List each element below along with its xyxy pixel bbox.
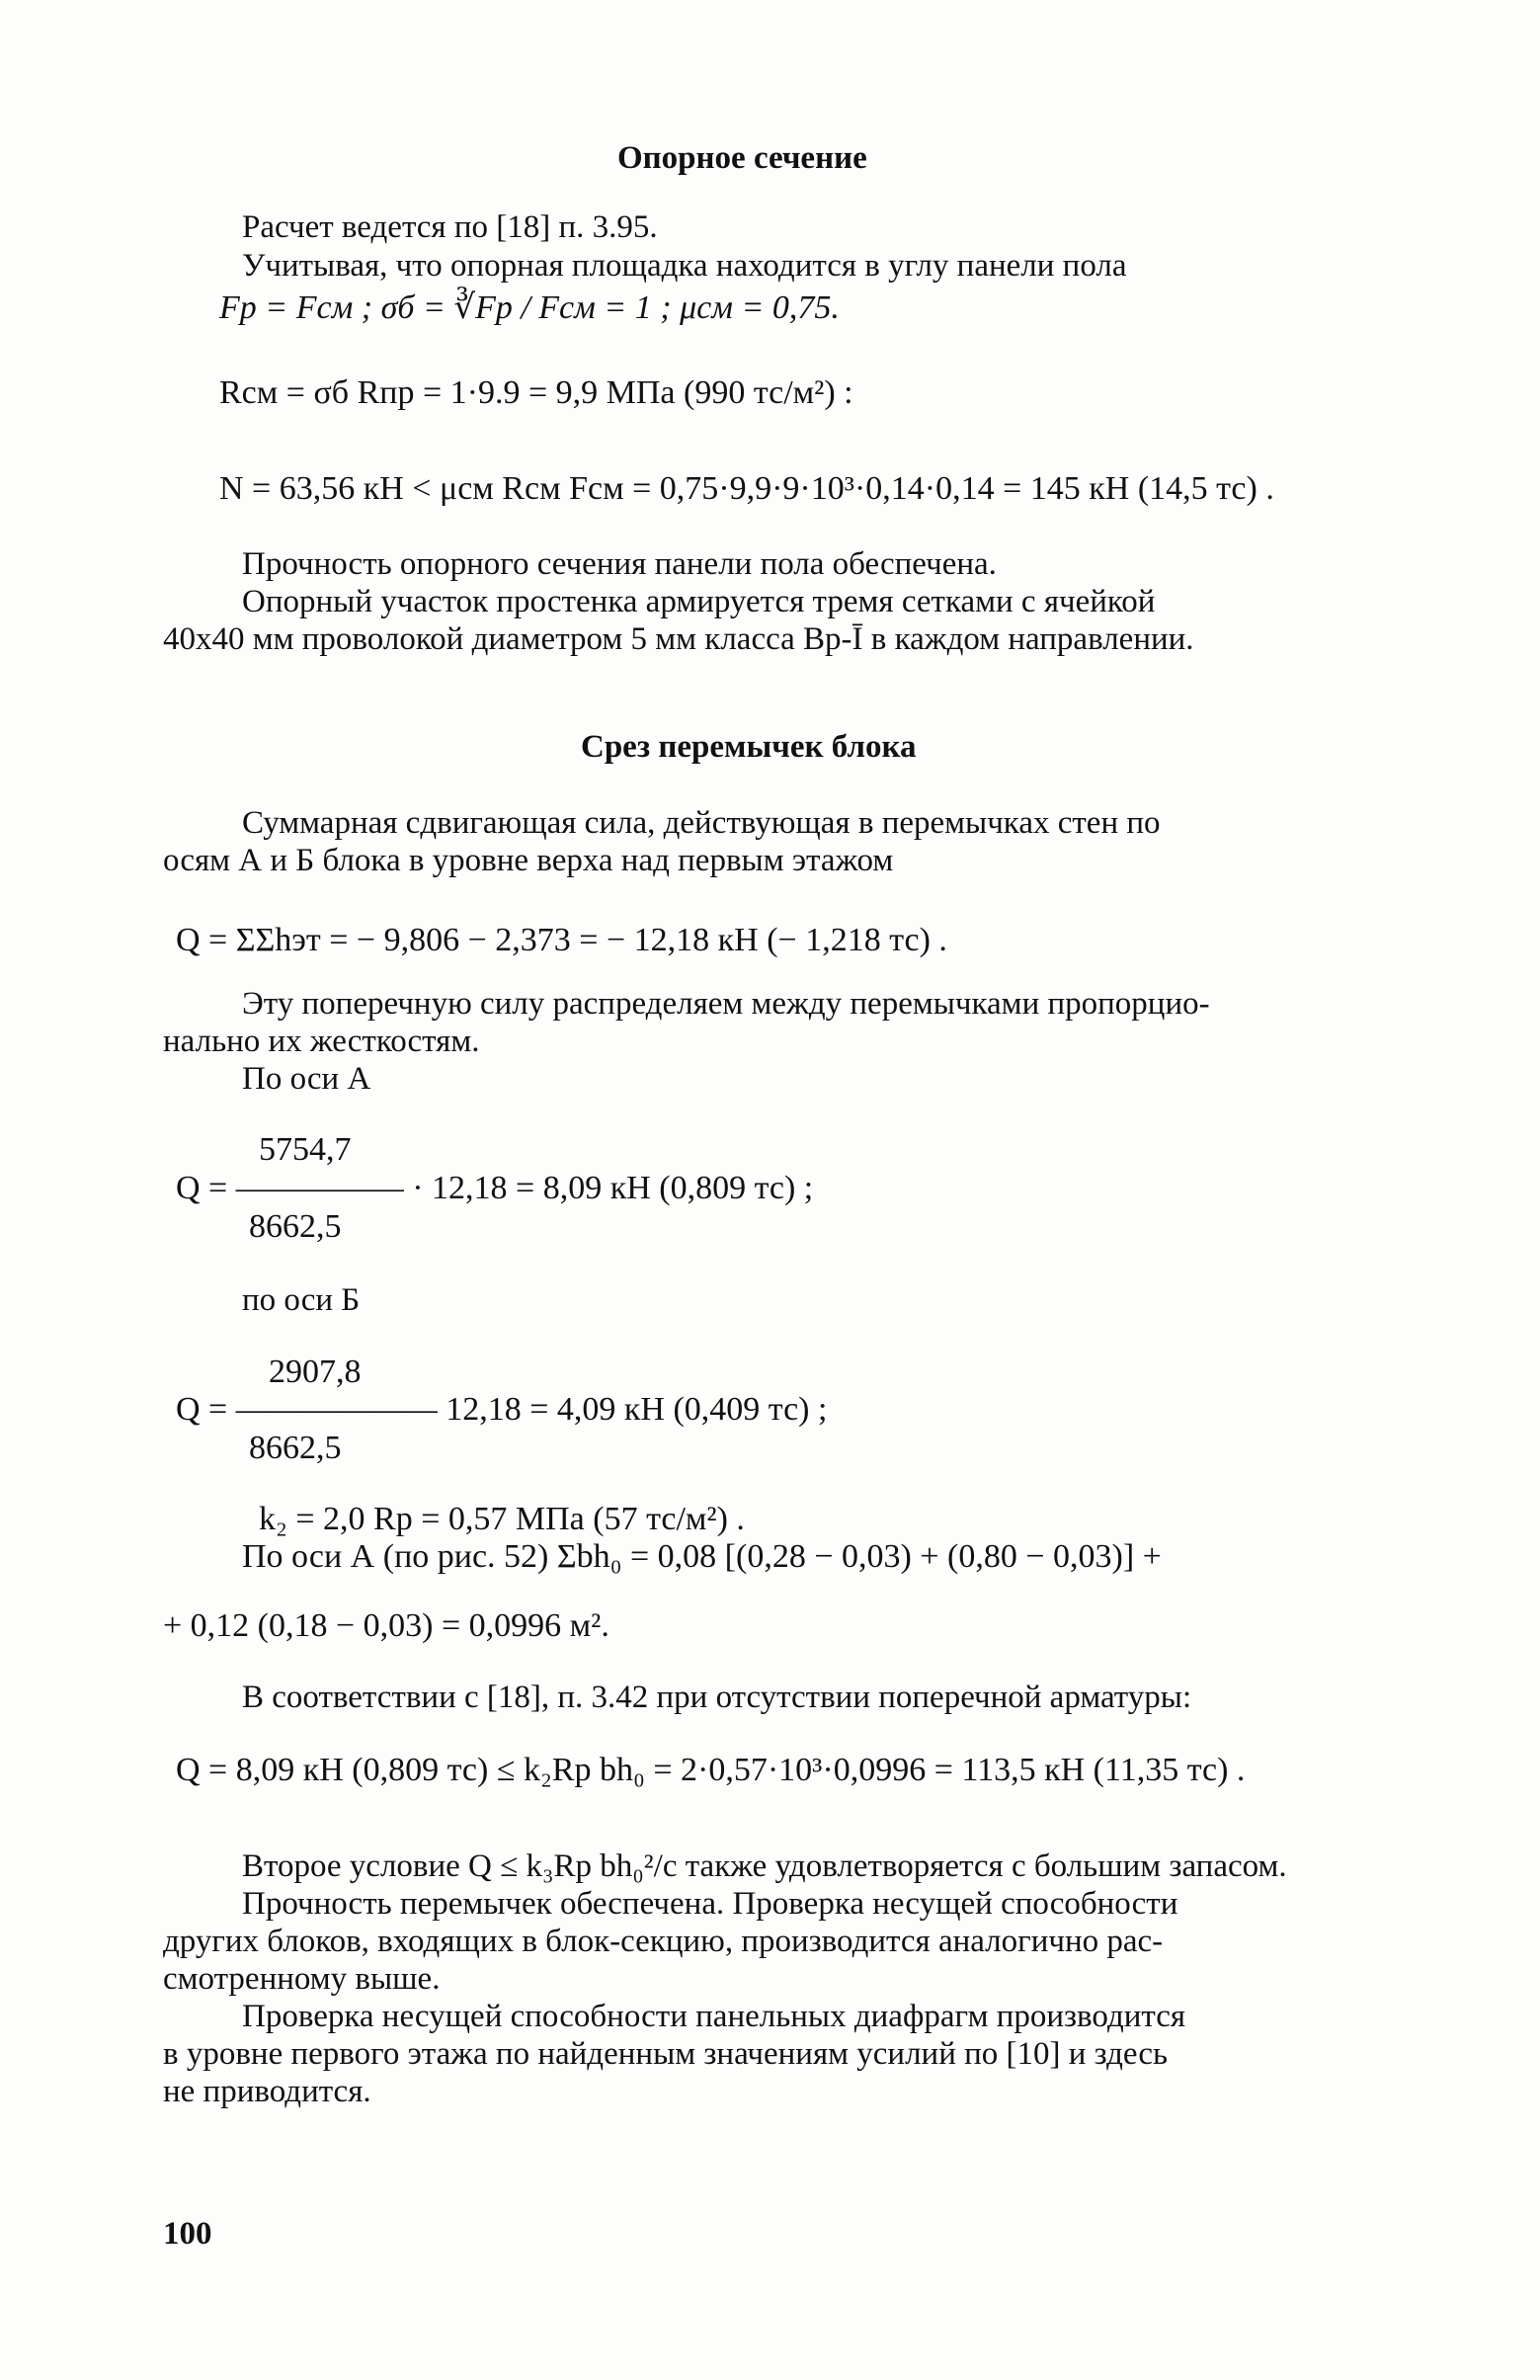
- text-line: [242, 248, 1363, 286]
- fraction-b-denominator: 8662,5: [249, 1430, 342, 1466]
- paragraph-line: В соответствии с [18], п. 3.42 при отсутствии поперечной арматуры:: [242, 1680, 1192, 1715]
- axis-label-b: по оси Б: [242, 1282, 361, 1318]
- paragraph-line: Проверка несущей способности панельных диафрагм производится: [242, 1999, 1186, 2034]
- section-title-support: Опорное сечение: [617, 140, 867, 176]
- fraction-a-numerator: 5754,7: [259, 1131, 352, 1168]
- formula-fp: Fp = Fсм ; σб = ∛Fp / Fсм = 1 ; μсм = 0,75.: [219, 289, 840, 326]
- text-line-content: Учитывая, что опорная площадка находится в углу панели пола: [242, 248, 1127, 284]
- formula-q-axis-b: Q = —————— 12,18 = 4,09 кН (0,409 тс) ;: [176, 1391, 828, 1428]
- fraction-a-denominator: 8662,5: [249, 1208, 342, 1245]
- paragraph-line: 40х40 мм проволокой диаметром 5 мм класса Вр-Ī в каждом направлении.: [163, 621, 1194, 657]
- paragraph-line: Прочность опорного сечения панели пола обеспечена.: [242, 546, 997, 582]
- formula-sum-bh-2: + 0,12 (0,18 − 0,03) = 0,0996 м².: [163, 1607, 609, 1644]
- axis-label-a: По оси А: [242, 1061, 371, 1097]
- formula-rsm: Rсм = σб Rпр = 1·9.9 = 9,9 МПа (990 тс/м²) :: [219, 374, 853, 411]
- formula-q-check: Q = 8,09 кН (0,809 тс) ≤ k₂Rp bh₀ = 2·0,57·10³·0,0996 = 113,5 кН (11,35 тс) .: [176, 1752, 1246, 1788]
- paragraph-line: в уровне первого этажа по найденным значениям усилий по [10] и здесь: [163, 2036, 1169, 2072]
- fraction-b-numerator: 2907,8: [269, 1354, 362, 1390]
- paragraph-line: смотренному выше.: [163, 1961, 441, 1997]
- text-line: Расчет ведется по [18] п. 3.95.: [242, 209, 658, 245]
- paragraph-line: Эту поперечную силу распределяем между перемычками пропорцио-: [242, 986, 1210, 1022]
- paragraph-line: Второе условие Q ≤ k₃Rp bh₀²/c также удовлетворяется с большим запасом.: [242, 1848, 1287, 1884]
- formula-q-axis-a: Q = ————— · 12,18 = 8,09 кН (0,809 тс) ;: [176, 1170, 814, 1206]
- formula-q-sum: Q = ΣΣhэт = − 9,806 − 2,373 = − 12,18 кН (− 1,218 тс) .: [176, 922, 947, 958]
- paragraph-line: нально их жесткостям.: [163, 1024, 480, 1059]
- paragraph-line: Опорный участок простенка армируется тремя сетками с ячейкой: [242, 584, 1156, 619]
- paragraph-line: Прочность перемычек обеспечена. Проверка несущей способности: [242, 1886, 1178, 1922]
- paragraph-line: других блоков, входящих в блок-секцию, производится аналогично рас-: [163, 1924, 1164, 1959]
- section-title-shear: Срез перемычек блока: [581, 729, 917, 765]
- formula-n: N = 63,56 кН < μсм Rсм Fсм = 0,75·9,9·9·10³·0,14·0,14 = 145 кН (14,5 тс) .: [219, 470, 1274, 507]
- paragraph-line: не приводится.: [163, 2074, 371, 2109]
- paragraph-line: Суммарная сдвигающая сила, действующая в перемычках стен по: [242, 805, 1161, 841]
- paragraph-line: осям А и Б блока в уровне верха над первым этажом: [163, 843, 894, 878]
- formula-k2-rp: k₂ = 2,0 Rp = 0,57 МПа (57 тс/м²) .: [259, 1501, 745, 1537]
- page-number: 100: [163, 2216, 212, 2252]
- formula-sum-bh-1: По оси А (по рис. 52) Σbh₀ = 0,08 [(0,28 − 0,03) + (0,80 − 0,03)] +: [242, 1538, 1162, 1575]
